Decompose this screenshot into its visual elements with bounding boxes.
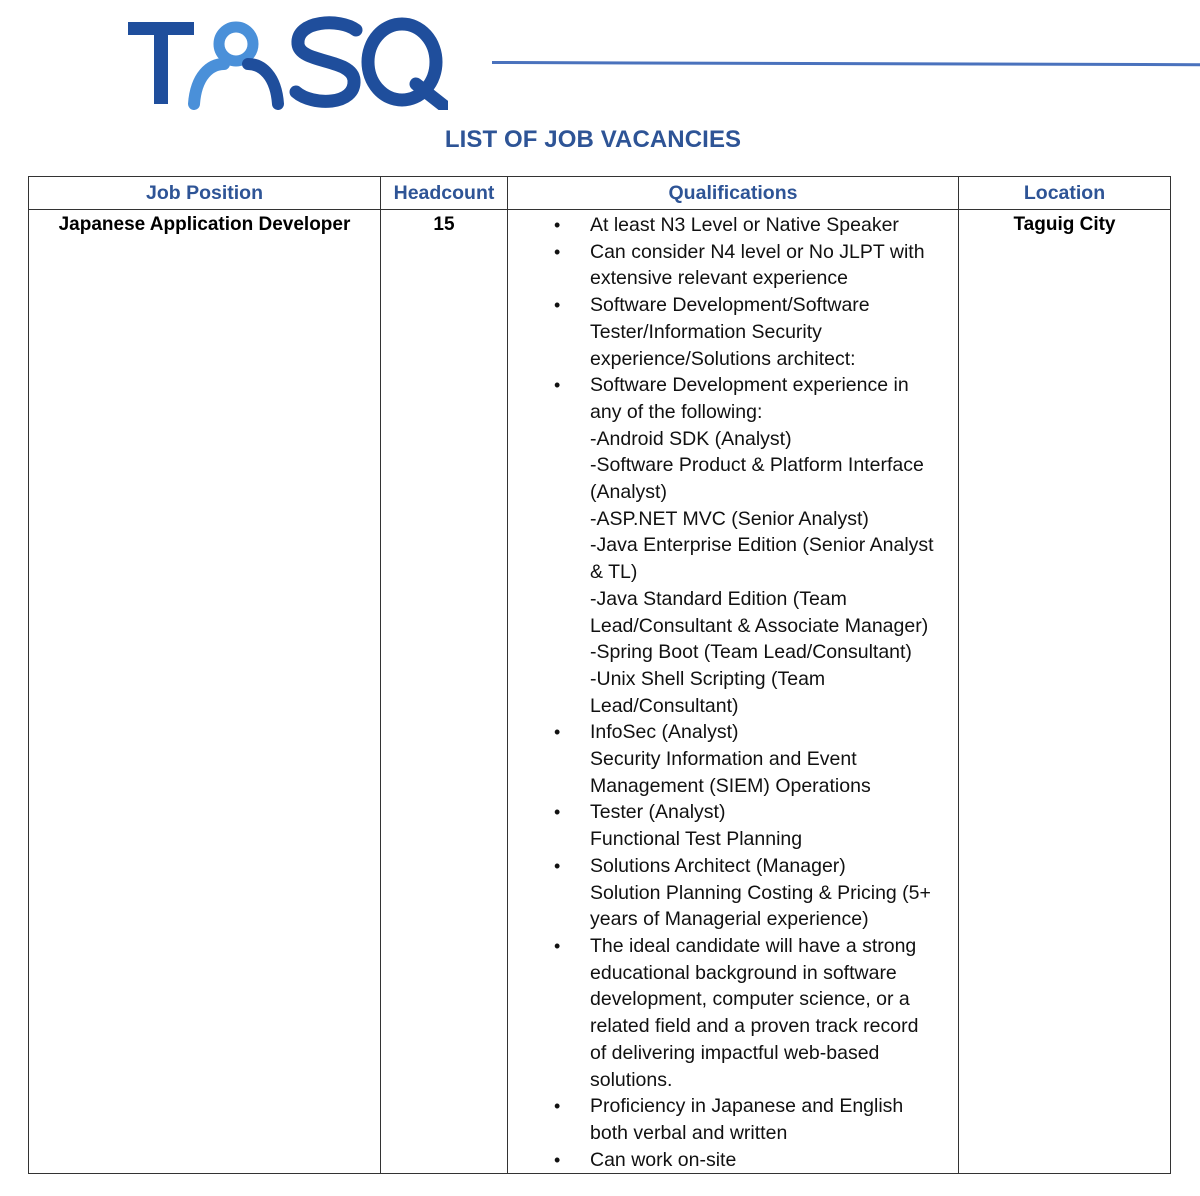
list-item: • Tester (Analyst) Functional Test Planning: [508, 799, 958, 852]
list-item: • Can consider N4 level or No JLPT with extensive relevant experience: [508, 239, 958, 292]
headcount-cell: 15: [381, 210, 508, 1174]
list-item: • At least N3 Level or Native Speaker: [508, 212, 958, 239]
header-divider: [492, 61, 1200, 66]
list-item: • Software Development/Software Tester/Information Security experience/Solutions architect:: [508, 292, 958, 372]
header-location: Location: [959, 177, 1171, 210]
list-item: • InfoSec (Analyst) Security Information and Event Management (SIEM) Operations: [508, 719, 958, 799]
qualifications-list: [508, 212, 958, 1173]
company-logo: [126, 14, 448, 110]
list-item: • Software Development experience in any of the following: -Android SDK (Analyst) -Software Product & Platform Interface (Analyst) -ASP.NET MVC (Senior Analyst) -Java Enterprise Edition (Senior Analyst & TL) -Java Standard Edition (Team Lead/Consultant & Associate Manager) -Spring Boot (Team Lead/Consultant) -Unix Shell Scripting (Team Lead/Consultant): [508, 372, 958, 719]
table-row: [29, 210, 1171, 1174]
location-cell: Taguig City: [959, 210, 1171, 1174]
qualifications-cell: [508, 210, 959, 1174]
list-item: • Proficiency in Japanese and English both verbal and written: [508, 1093, 958, 1146]
header-qualifications: Qualifications: [508, 177, 959, 210]
page-title: LIST OF JOB VACANCIES: [444, 126, 742, 153]
table-header-row: [29, 177, 1171, 210]
list-item: • Solutions Architect (Manager) Solution Planning Costing & Pricing (5+ years of Managerial experience): [508, 853, 958, 933]
job-vacancies-table: [28, 176, 1171, 1174]
job-position-cell: Japanese Application Developer: [29, 210, 381, 1174]
list-item: • The ideal candidate will have a strong educational background in software development, computer science, or a related field and a proven track record of delivering impactful web-based solutions.: [508, 933, 958, 1093]
header-job-position: Job Position: [29, 177, 381, 210]
list-item: • Can work on-site: [508, 1147, 958, 1174]
header-headcount: Headcount: [381, 177, 508, 210]
